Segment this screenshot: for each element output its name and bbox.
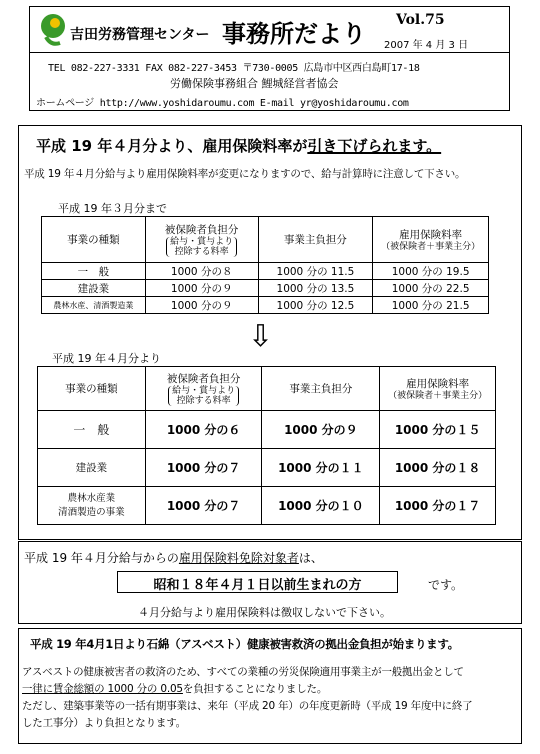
exemption-line <box>24 549 323 566</box>
before-row3-employer: 1000 分の 12.5 <box>258 297 373 314</box>
before-row3-employee: 1000 分の９ <box>145 297 258 314</box>
asbestos-line4: した工事分）より負担となります。 <box>22 717 186 729</box>
section1-heading-a: 平成 19 年４月分より、雇用保険料率が <box>36 137 308 155</box>
th-employee <box>145 217 258 263</box>
th-total <box>373 217 489 263</box>
th2-total-label: 雇用保険料率 <box>406 378 470 390</box>
after-row3-employer: 1000 分の１０ <box>262 487 380 525</box>
association-line: 労働保険事務組合 鯉城経営者協会 <box>170 77 339 90</box>
th2-employee <box>145 367 262 411</box>
exemption-note: ４月分給与より雇用保険料は徴収しないで下さい。 <box>138 606 391 619</box>
th-employee-label: 被保険者負担分 <box>164 224 239 236</box>
before-row1-type: 一 般 <box>42 263 146 280</box>
th-total-label: 雇用保険料率 <box>399 229 463 241</box>
th2-employee-sub2: 控除する料率 <box>176 396 231 406</box>
rate-table-after <box>37 366 496 525</box>
before-row1-total: 1000 分の 19.5 <box>373 263 489 280</box>
asbestos-body <box>22 664 472 732</box>
volume-number: Vol.75 <box>396 12 445 28</box>
th-employer: 事業主負担分 <box>258 217 373 263</box>
th2-employee-label: 被保険者負担分 <box>166 373 241 385</box>
th2-total <box>380 367 496 411</box>
asbestos-line2 <box>22 681 472 698</box>
after-row2-type: 建設業 <box>38 449 146 487</box>
table-before-caption: 平成 19 年３月分まで <box>58 202 167 215</box>
issue-date: 2007 年 4 月 3 日 <box>384 40 469 51</box>
after-row3-type-b: 清酒製造の事業 <box>58 506 125 518</box>
after-row2-employer: 1000 分の１１ <box>262 449 380 487</box>
after-row2-total: 1000 分の１８ <box>380 449 496 487</box>
th2-type: 事業の種類 <box>38 367 146 411</box>
asbestos-line3: ただし、建築事業等の一括有期事業は、来年（平成 20 年）の年度更新時（平成 19 年度中に終了 <box>22 700 473 712</box>
org-name: 吉田労務管理センター <box>70 27 210 43</box>
th2-total-sub: （被保険者＋事業主分） <box>388 391 488 401</box>
before-row2-employer: 1000 分の 13.5 <box>258 280 373 297</box>
exemption-line-a: 平成 19 年４月分給与からの <box>24 551 179 565</box>
exemption-line-c: は、 <box>298 551 323 565</box>
before-row3-total: 1000 分の 21.5 <box>373 297 489 314</box>
before-row2-employee: 1000 分の９ <box>145 280 258 297</box>
th2-employee-sub1: 給与・賞与より <box>172 386 236 396</box>
newsletter-title: 事務所だより <box>222 20 366 48</box>
after-row3-type-a: 農林水産業 <box>67 492 116 504</box>
th-type: 事業の種類 <box>42 217 146 263</box>
asbestos-line2-rest: を負担することになりました。 <box>182 683 328 695</box>
asbestos-line1: アスベストの健康被害者の救済のため、すべての業種の労災保険適用事業主が一般拠出金として <box>22 666 464 678</box>
th-total-sub: （被保険者＋事業主分） <box>381 242 481 252</box>
section1-intro: 平成 19 年４月分給与より雇用保険料率が変更になりますので、給与計算時に注意して下さい。 <box>24 168 466 180</box>
before-row3-type: 農林水産、清酒製造業 <box>42 297 146 314</box>
exemption-highlight: 昭和１８年４月１日以前生まれの方 <box>153 578 362 593</box>
before-row1-employee: 1000 分の８ <box>145 263 258 280</box>
asbestos-heading: 平成 19 年4月1日より石綿（アスベスト）健康被害救済の拠出金負担が始まります。 <box>30 637 459 651</box>
contact-line: TEL 082-227-3331 FAX 082-227-3453 〒730-0005 広島市中区西白島町17-18 <box>48 63 420 74</box>
table-after-caption: 平成 19 年４月分より <box>52 352 161 365</box>
org-logo-icon <box>38 13 68 47</box>
after-row3-employee: 1000 分の７ <box>145 487 262 525</box>
after-row1-employee: 1000 分の６ <box>145 411 262 449</box>
exemption-suffix: です。 <box>428 578 464 592</box>
web-line: ホームページ http://www.yoshidaroumu.com E-mail yr@yoshidaroumu.com <box>36 98 409 109</box>
th2-employer: 事業主負担分 <box>262 367 380 411</box>
after-row2-employee: 1000 分の７ <box>145 449 262 487</box>
th-employee-sub2: 控除する料率 <box>174 247 229 257</box>
asbestos-rate: 一律に賃金総額の 1000 分の 0.05 <box>22 683 183 695</box>
after-row1-total: 1000 分の１５ <box>380 411 496 449</box>
after-row3-type <box>38 487 146 525</box>
before-row2-type: 建設業 <box>42 280 146 297</box>
section1-heading <box>36 135 441 156</box>
after-row1-employer: 1000 分の９ <box>262 411 380 449</box>
rate-table-before <box>41 216 489 314</box>
before-row1-employer: 1000 分の 11.5 <box>258 263 373 280</box>
after-row3-total: 1000 分の１７ <box>380 487 496 525</box>
before-row2-total: 1000 分の 22.5 <box>373 280 489 297</box>
exemption-target: 雇用保険料免除対象者 <box>178 551 299 565</box>
section1-heading-b: 引き下げられます。 <box>307 137 442 155</box>
after-row1-type: 一 般 <box>38 411 146 449</box>
th-employee-sub1: 給与・賞与より <box>170 237 234 247</box>
down-arrow-icon: ⇩ <box>248 319 274 354</box>
header-divider <box>29 52 510 53</box>
